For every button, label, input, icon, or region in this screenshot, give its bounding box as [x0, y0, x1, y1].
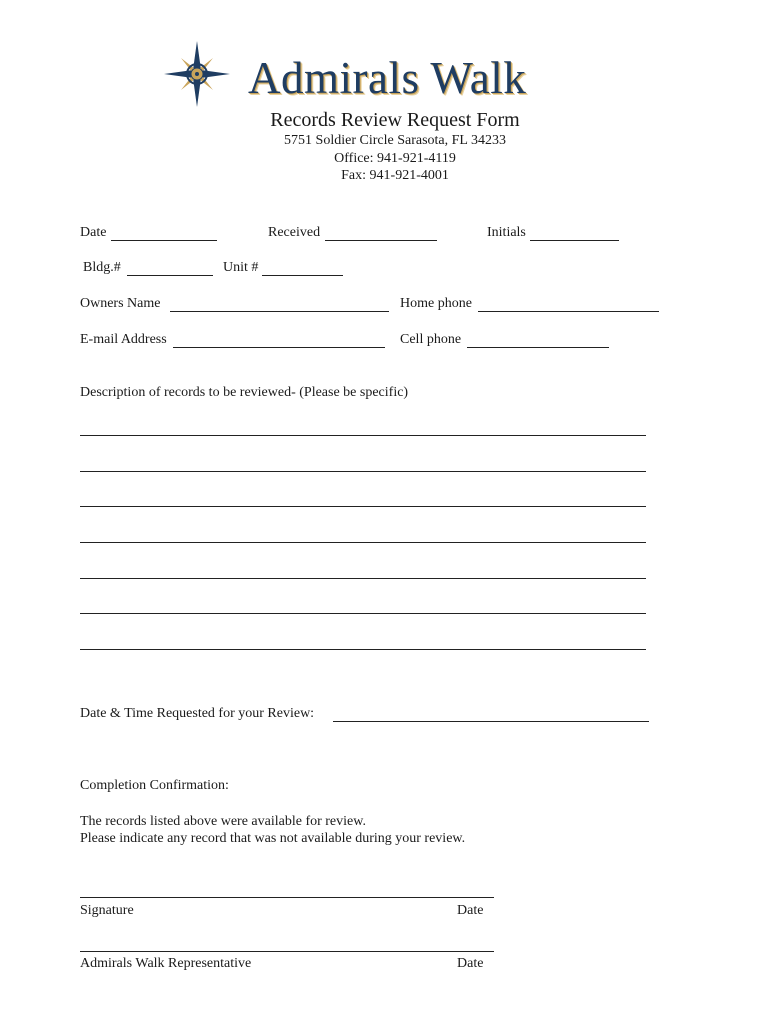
representative-date-label: Date — [457, 956, 484, 971]
completion-heading: Completion Confirmation: — [80, 778, 229, 793]
signature-label: Signature — [80, 903, 134, 918]
date-label: Date — [80, 225, 107, 240]
representative-label: Admirals Walk Representative — [80, 956, 252, 971]
review-datetime-field-line[interactable] — [333, 721, 649, 722]
cell-phone-label: Cell phone — [400, 332, 462, 347]
initials-label: Initials — [487, 225, 526, 240]
representative-signature-line[interactable] — [80, 951, 494, 952]
address-line: 5751 Soldier Circle Sarasota, FL 34233 — [284, 133, 506, 148]
received-label: Received — [268, 225, 321, 240]
description-line-5[interactable] — [80, 578, 646, 579]
fax-number: Fax: 941-921-4001 — [341, 168, 449, 183]
cell-phone-field-line[interactable] — [467, 347, 609, 348]
description-line-6[interactable] — [80, 613, 646, 614]
description-line-3[interactable] — [80, 506, 646, 507]
email-field-line[interactable] — [173, 347, 385, 348]
description-line-4[interactable] — [80, 542, 646, 543]
unit-field-line[interactable] — [262, 275, 343, 276]
owners-name-label: Owners Name — [80, 296, 161, 311]
email-label: E-mail Address — [80, 332, 167, 347]
form-title: Records Review Request Form — [270, 109, 520, 131]
received-field-line[interactable] — [325, 240, 437, 241]
signature-line[interactable] — [80, 897, 494, 898]
date-field-line[interactable] — [111, 240, 217, 241]
home-phone-field-line[interactable] — [478, 311, 659, 312]
signature-date-label: Date — [457, 903, 484, 918]
bldg-field-line[interactable] — [127, 275, 213, 276]
description-line-1[interactable] — [80, 435, 646, 436]
review-datetime-label: Date & Time Requested for your Review: — [80, 706, 315, 721]
home-phone-label: Home phone — [400, 296, 472, 311]
description-label: Description of records to be reviewed- (Please be specific) — [80, 385, 409, 400]
completion-text-1: The records listed above were available for review. — [80, 814, 366, 829]
description-line-2[interactable] — [80, 471, 646, 472]
logo-wordmark: Admirals Walk — [248, 53, 527, 103]
office-phone: Office: 941-921-4119 — [334, 151, 456, 166]
unit-label: Unit # — [223, 260, 259, 275]
description-line-7[interactable] — [80, 649, 646, 650]
bldg-label: Bldg.# — [83, 260, 121, 275]
completion-text-2: Please indicate any record that was not available during your review. — [80, 831, 466, 846]
compass-rose-icon — [163, 40, 231, 108]
owners-name-field-line[interactable] — [170, 311, 389, 312]
initials-field-line[interactable] — [530, 240, 619, 241]
